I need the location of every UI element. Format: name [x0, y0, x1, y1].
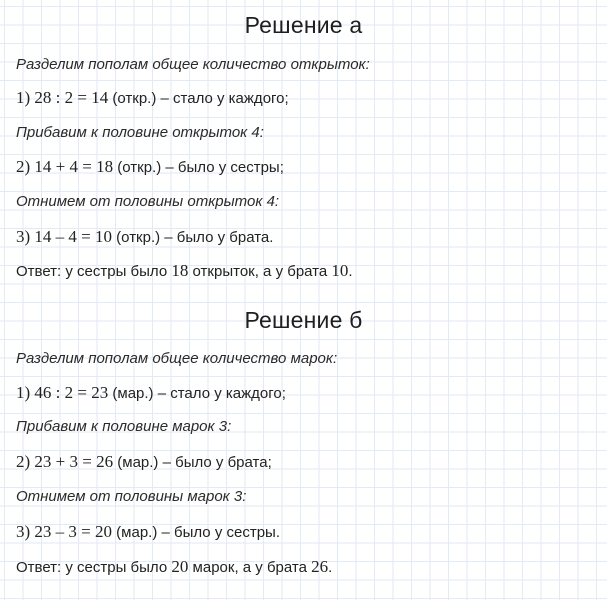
answer-number: 18: [171, 261, 189, 280]
step-expression: 14 – 4 = 10: [34, 227, 113, 246]
instruction-line: Разделим пополам общее количество открыток:: [16, 56, 370, 73]
step-description: (мар.) – стало у каждого;: [108, 385, 286, 402]
step-line: [16, 383, 286, 403]
step-prefix: 2): [16, 157, 35, 176]
answer-text: открыток, а у брата: [188, 263, 332, 280]
step-line: [16, 522, 280, 542]
step-description: (мар.) – было у сестры.: [112, 524, 280, 541]
step-prefix: 3): [16, 227, 35, 246]
answer-number: 20: [171, 557, 189, 576]
instruction-line: Разделим пополам общее количество марок:: [16, 350, 338, 367]
answer-text: марок, а у брата: [188, 559, 312, 576]
step-line: [16, 157, 284, 177]
instruction-line: Отнимем от половины открыток 4:: [16, 193, 280, 210]
answer-line: [16, 557, 332, 577]
step-prefix: 3): [16, 522, 35, 541]
step-prefix: 1): [16, 88, 35, 107]
answer-text: .: [348, 263, 353, 280]
instruction-line: Прибавим к половине марок 3:: [16, 418, 232, 435]
step-expression: 14 + 4 = 18: [34, 157, 114, 176]
step-expression: 23 – 3 = 20: [34, 522, 113, 541]
answer-number: 10: [331, 261, 349, 280]
step-line: [16, 88, 289, 108]
answer-text: Ответ: у сестры было: [16, 263, 172, 280]
step-description: (мар.) – было у брата;: [113, 454, 272, 471]
step-description: (откр.) – было у сестры;: [113, 159, 284, 176]
step-line: [16, 227, 273, 247]
step-expression: 23 + 3 = 26: [34, 452, 114, 471]
answer-text: .: [328, 559, 333, 576]
step-expression: 28 : 2 = 14: [34, 88, 109, 107]
answer-text: Ответ: у сестры было: [16, 559, 172, 576]
answer-number: 26: [311, 557, 329, 576]
step-prefix: 1): [16, 383, 35, 402]
step-prefix: 2): [16, 452, 35, 471]
instruction-line: Прибавим к половине открыток 4:: [16, 124, 264, 141]
instruction-line: Отнимем от половины марок 3:: [16, 488, 247, 505]
step-description: (откр.) – стало у каждого;: [108, 90, 289, 107]
section-a-title: Решение а: [244, 12, 363, 38]
step-expression: 46 : 2 = 23: [34, 383, 109, 402]
step-description: (откр.) – было у брата.: [112, 229, 274, 246]
step-line: [16, 452, 272, 472]
section-b-title: Решение б: [244, 307, 363, 333]
answer-line: [16, 261, 353, 281]
